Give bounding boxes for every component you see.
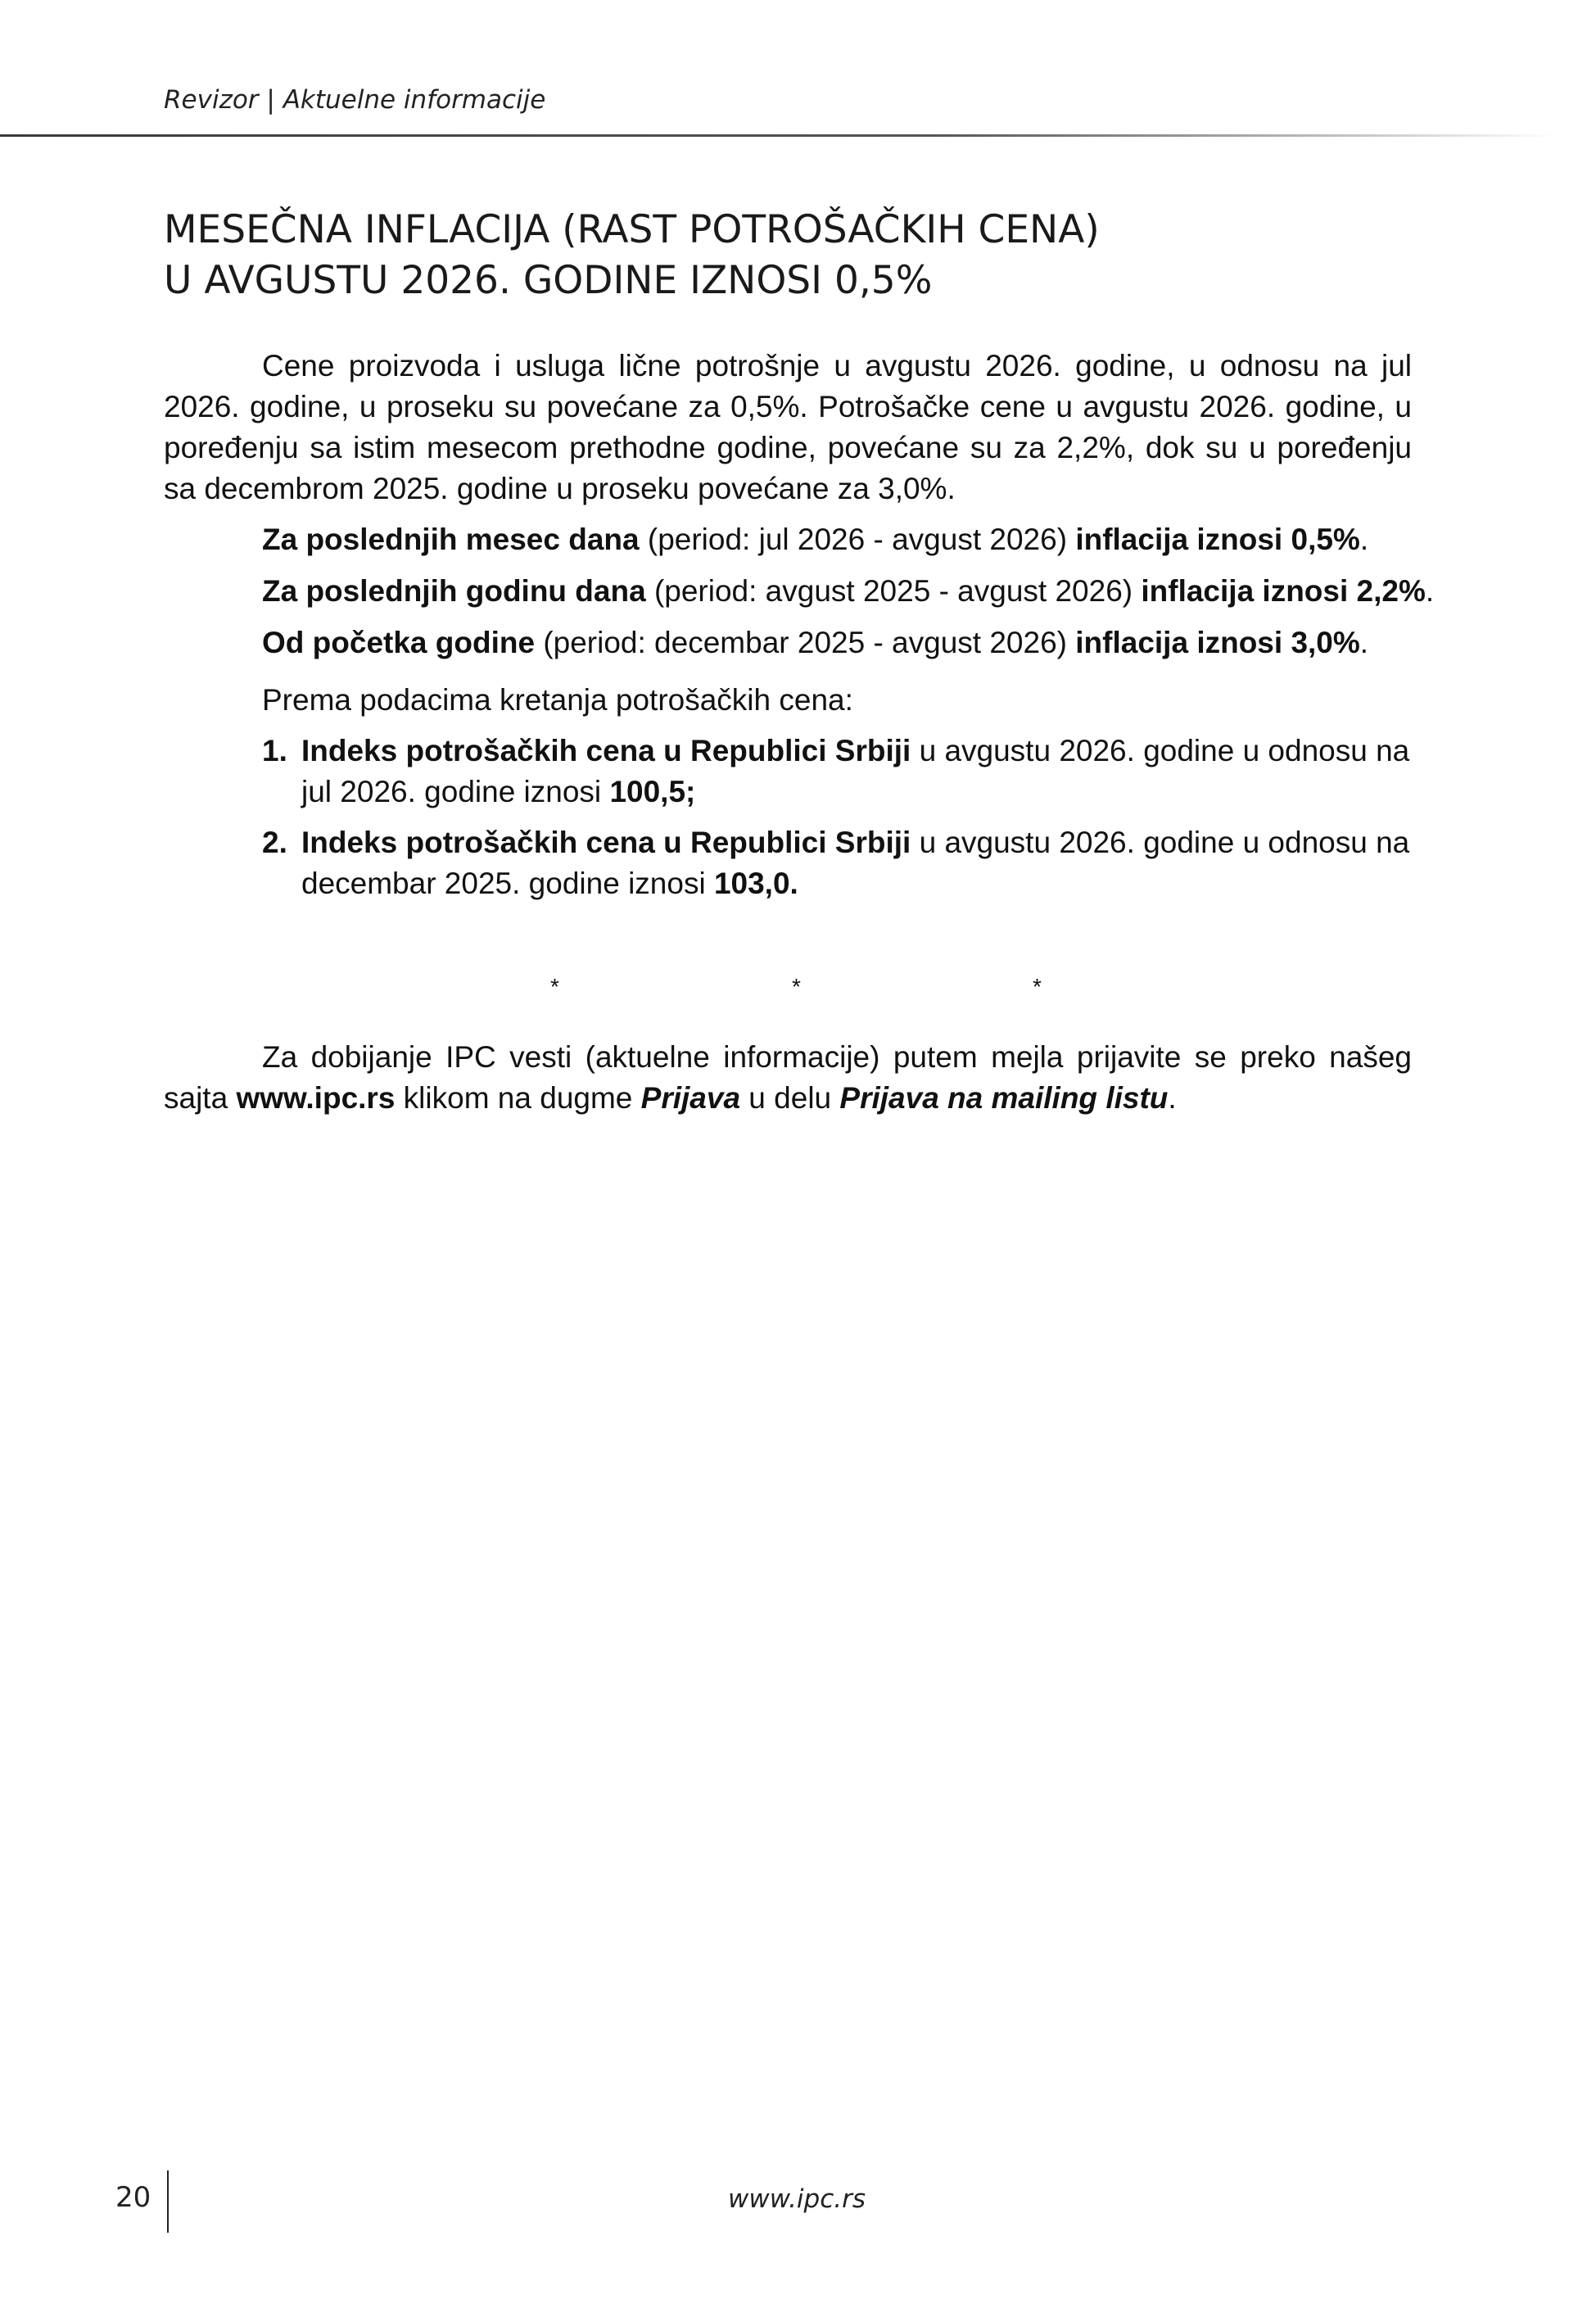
stat-yearly [164,571,1435,612]
title-line-1: MESEČNA INFLACIJA (RAST POTROŠAČKIH CENA) [164,207,1100,252]
article-title [164,205,1433,306]
list-number: 1. [262,734,287,767]
stat-end: . [1359,523,1369,556]
stat-end: . [1359,626,1369,659]
header-divider [0,134,1556,137]
stat-period: (period: avgust 2025 - avgust 2026) [645,574,1142,608]
footer-site-link[interactable]: www.ipc.rs [728,2184,866,2214]
list-text: u avgustu 2026. godine u odnosu na decembar 2025. godine iznosi [301,826,1410,900]
site-link[interactable]: www.ipc.rs [236,1081,396,1115]
footer-divider [167,2170,169,2233]
note-text: Za dobijanje IPC vesti (aktuelne informacije) putem mejla prijavite se preko našeg sajta [164,1040,1412,1115]
subscription-note [164,1037,1412,1119]
stat-value: inflacija iznosi 2,2% [1141,574,1426,608]
mailing-list-section-ref: Prijava na mailing listu [839,1081,1169,1115]
list-number: 2. [262,826,287,859]
page-number: 20 [115,2181,151,2214]
stat-period: (period: decembar 2025 - avgust 2026) [535,626,1076,659]
stat-label: Za poslednjih mesec dana [262,523,640,556]
list-value: 103,0. [713,867,798,900]
stat-label: Za poslednjih godinu dana [262,574,646,608]
note-text: u delu [740,1081,840,1115]
stat-value: inflacija iznosi 0,5% [1075,523,1360,556]
list-bold: Indeks potrošačkih cena u Republici Srbiji [301,826,911,859]
running-header: Revizor | Aktuelne informacije [164,85,546,115]
index-list [164,731,1412,904]
separator-star: * [1033,974,1042,999]
list-bold: Indeks potrošačkih cena u Republici Srbiji [301,734,911,767]
stat-period: (period: jul 2026 - avgust 2026) [639,523,1076,556]
list-item [164,822,1412,904]
stat-monthly [164,519,1412,560]
separator-star: * [792,974,801,999]
stat-value: inflacija iznosi 3,0% [1075,626,1360,659]
prijava-button-ref: Prijava [640,1081,741,1115]
stat-label: Od početka godine [262,626,536,659]
list-text: u avgustu 2026. godine u odnosu na jul 2026. godine iznosi [301,734,1410,808]
list-value: 100,5; [609,775,696,808]
separator-star: * [550,974,559,999]
list-item [164,731,1412,812]
stat-year-to-date [164,622,1412,663]
stat-end: . [1425,574,1435,608]
intro-paragraph: Cene proizvoda i usluga lične potrošnje u avgustu 2026. godine, u odnosu na jul 2026. godine, u proseku su povećane za 0,5%. Potrošačke cene u avgustu 2026. godine, u poređenju sa istim mesecom prethodne godine, povećane su za 2,2%, dok su u poređenju sa decembrom 2025. godine u proseku povećane za 3,0%. [164,349,1412,505]
title-line-2: U AVGUSTU 2026. GODINE IZNOSI 0,5% [164,258,933,303]
section-separator [164,966,1412,1007]
note-text: klikom na dugme [395,1081,641,1115]
article-body [164,346,1435,1119]
note-text: . [1168,1081,1177,1115]
list-lead: Prema podacima kretanja potrošačkih cena: [262,683,853,717]
